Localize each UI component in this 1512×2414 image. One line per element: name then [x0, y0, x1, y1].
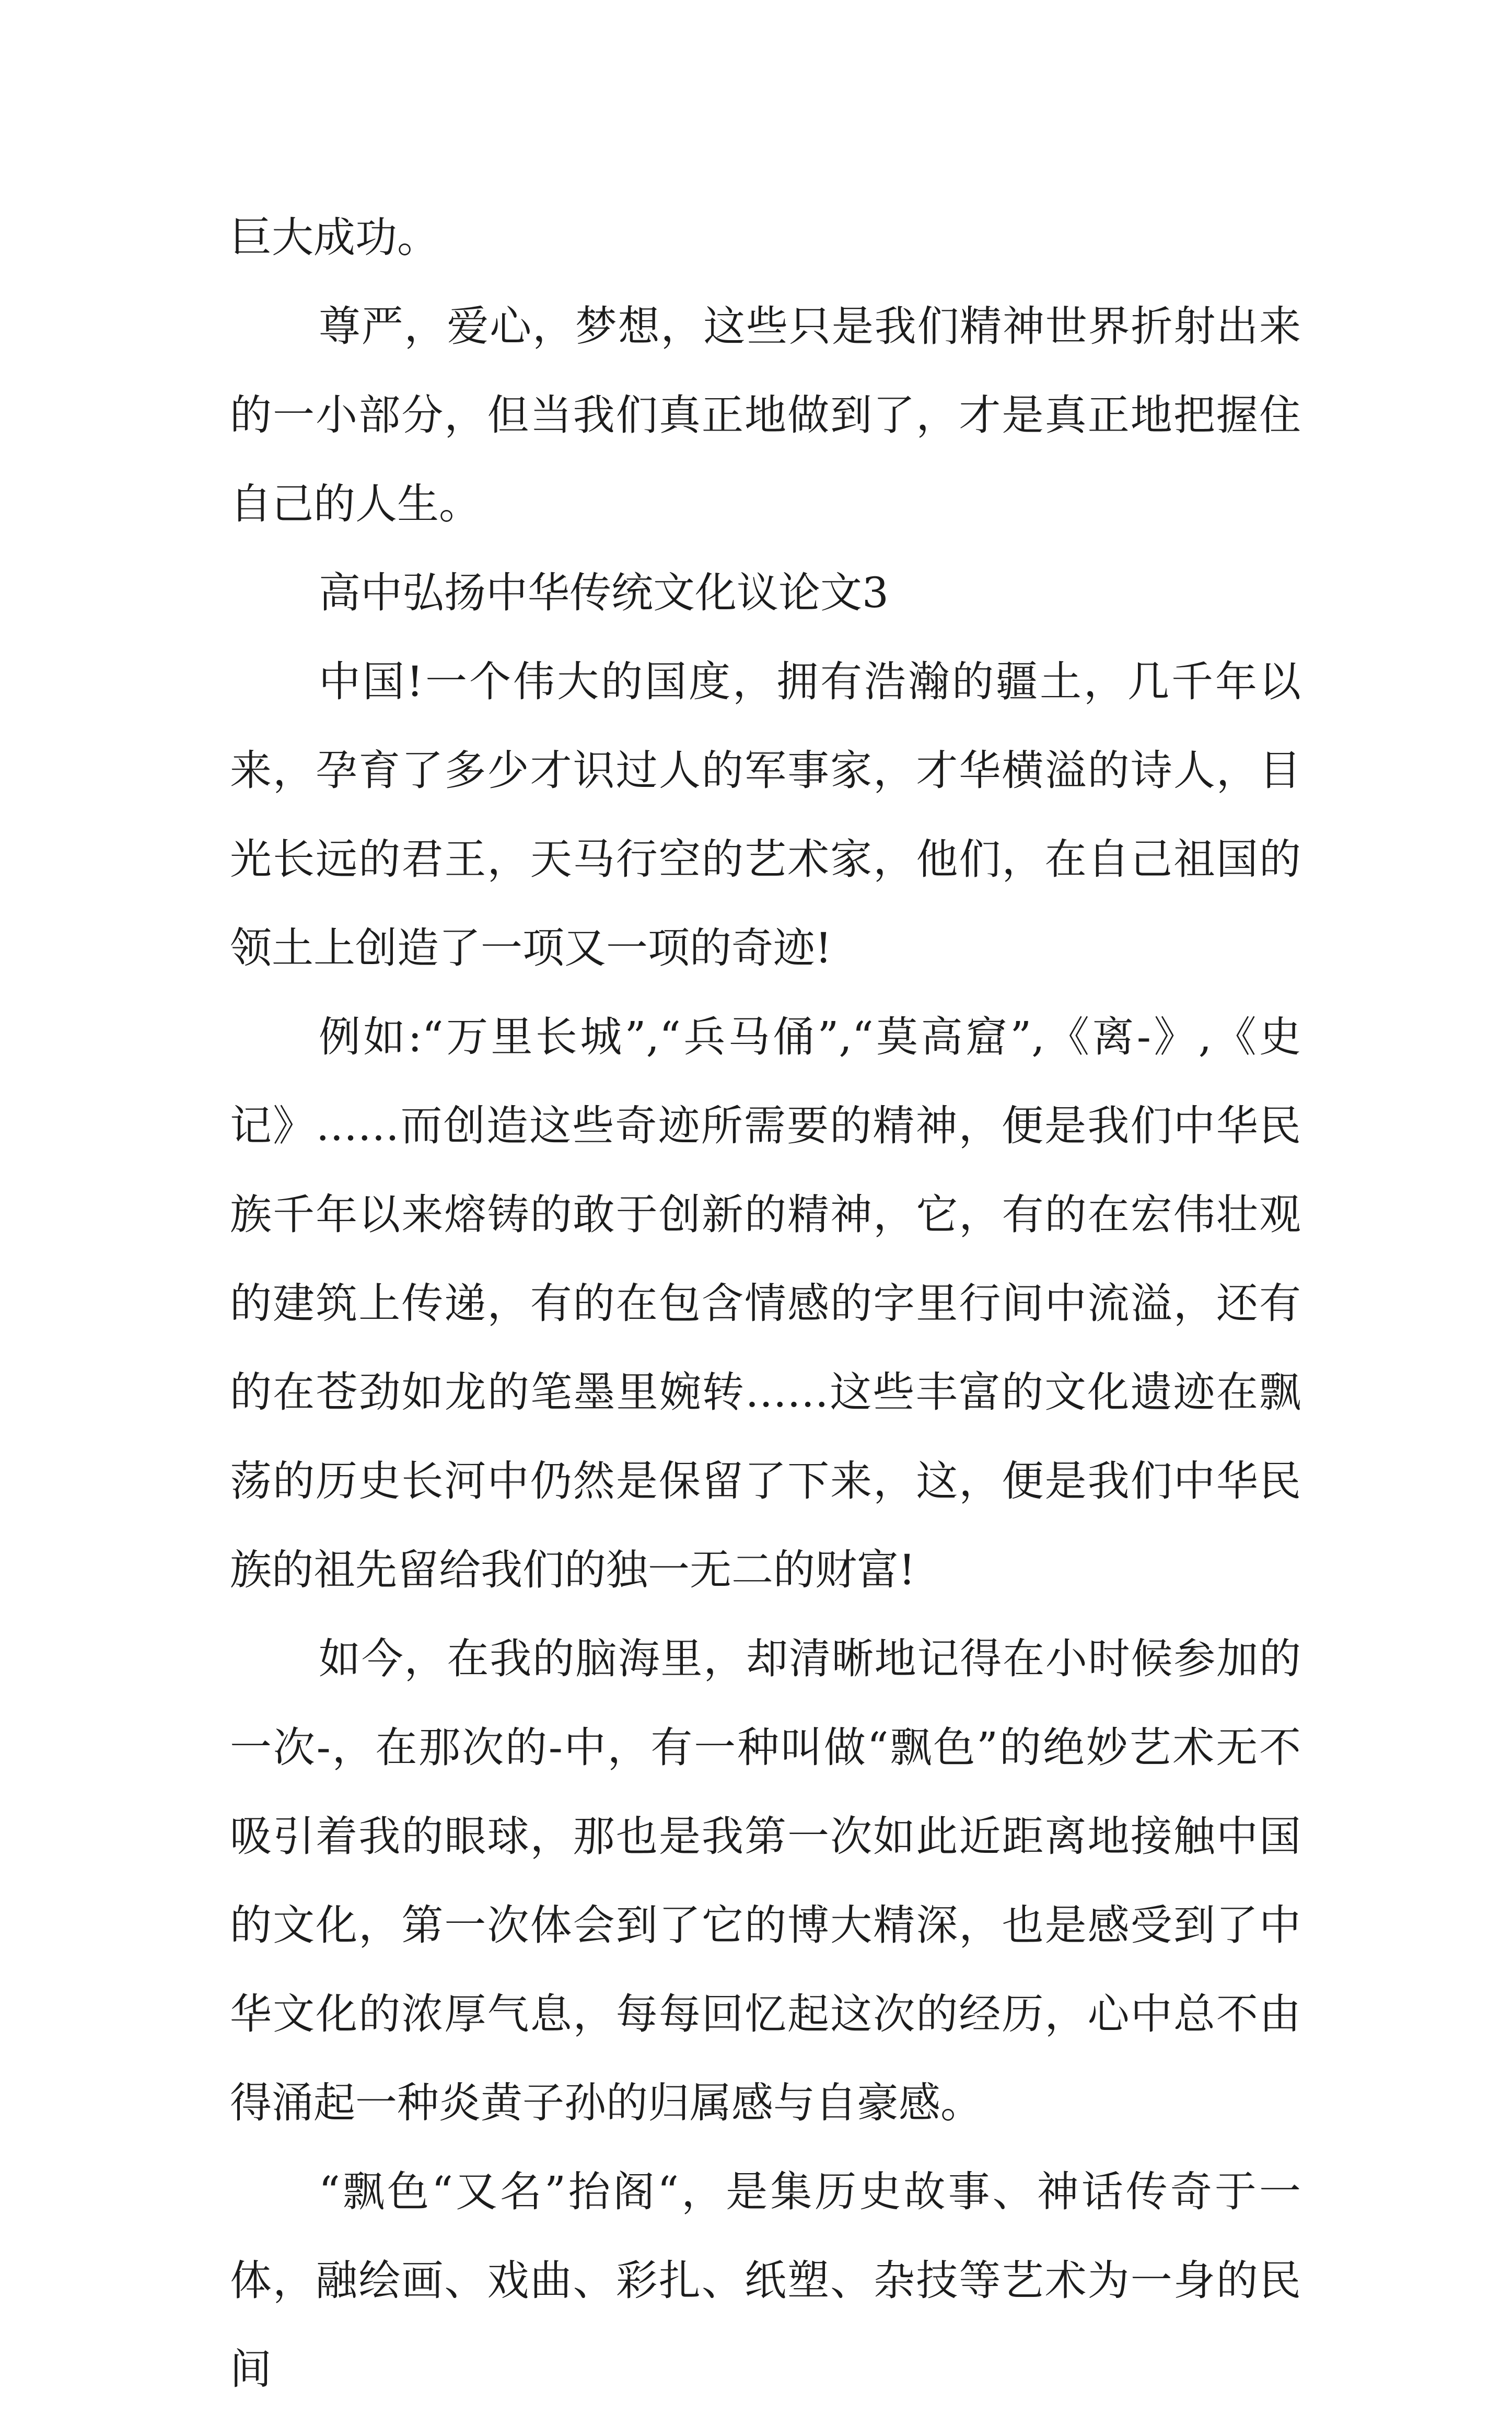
- paragraph-memory: 如今，在我的脑海里，却清晰地记得在小时候参加的一次-，在那次的-中，有一种叫做“飘色”的绝妙艺术无不吸引着我的眼球，那也是我第一次如此近距离地接触中国的文化，第一次体会到了它的博大精深，也是感受到了中华文化的浓厚气息，每每回忆起这次的经历，心中总不由得涌起一种炎黄子孙的归属感与自豪感。: [230, 1634, 1301, 2127]
- essay-title: 高中弘扬中华传统文化议论文3: [319, 568, 889, 617]
- body-text: [230, 193, 1301, 2414]
- paragraph-china: 中国!一个伟大的国度，拥有浩瀚的疆土，几千年以来，孕育了多少才识过人的军事家，才华横溢的诗人，目光长远的君王，天马行空的艺术家，他们，在自己祖国的领土上创造了一项又一项的奇迹!: [230, 657, 1301, 972]
- paragraph-examples: 例如:“万里长城”,“兵马俑”,“莫高窟”,《离-》,《史记》……而创造这些奇迹所需要的精神，便是我们中华民族千年以来熔铸的敢于创新的精神，它，有的在宏伟壮观的建筑上传递，有的在包含情感的字里行间中流溢，还有的在苍劲如龙的笔墨里婉转……这些丰富的文化遗迹在飘荡的历史长河中仍然是保留了下来，这，便是我们中华民族的祖先留给我们的独一无二的财富!: [230, 1013, 1301, 1594]
- paragraph-dignity: 尊严，爱心，梦想，这些只是我们精神世界折射出来的一小部分，但当我们真正地做到了，才是真正地把握住自己的人生。: [230, 302, 1301, 528]
- paragraph-continuation: 巨大成功。: [230, 213, 439, 262]
- paragraph-piaose: “飘色“又名”抬阁“，是集历史故事、神话传奇于一体，融绘画、戏曲、彩扎、纸塑、杂技等艺术为一身的民间: [230, 2167, 1301, 2394]
